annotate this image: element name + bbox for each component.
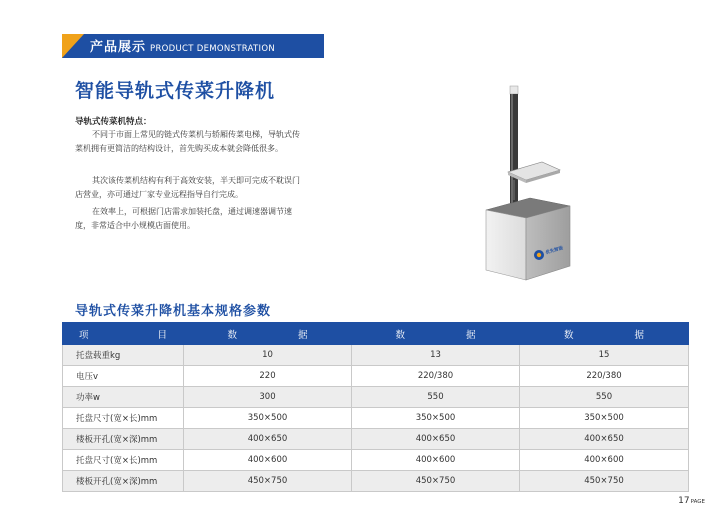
- spec-header-data-2: 数 据: [352, 323, 520, 345]
- features-paragraph-3: 在效率上，可根据门店需求加装托盘，通过调速器调节速度，非常适合中小规模店面使用。: [75, 207, 292, 230]
- spec-table: [62, 322, 689, 492]
- row-value: 450×750: [352, 471, 520, 492]
- row-value: 400×650: [184, 429, 352, 450]
- rail-dumbwaiter-illustration: [478, 84, 578, 284]
- row-value: 400×600: [520, 450, 689, 471]
- table-row: [63, 429, 689, 450]
- row-value: 13: [352, 345, 520, 366]
- spec-table-header-row: [63, 323, 689, 345]
- row-value: 350×500: [184, 408, 352, 429]
- row-value: 300: [184, 387, 352, 408]
- row-value: 220/380: [520, 366, 689, 387]
- row-label: 托盘载重kg: [63, 345, 184, 366]
- page-number-suffix: PAGE: [690, 499, 705, 505]
- row-value: 450×750: [520, 471, 689, 492]
- page-number: [678, 496, 705, 506]
- row-label: 托盘尺寸(宽×长)mm: [63, 408, 184, 429]
- table-row: [63, 366, 689, 387]
- section-header: [90, 34, 275, 58]
- features-paragraph-2: 其次该传菜机结构有利于高效安装，半天即可完成不耽误门店营业，亦可通过厂家专业远程指导自行完成。: [75, 176, 300, 199]
- row-label: 电压v: [63, 366, 184, 387]
- row-label: 楼板开孔(宽×深)mm: [63, 471, 184, 492]
- row-value: 400×650: [352, 429, 520, 450]
- table-row: [63, 450, 689, 471]
- row-value: 220: [184, 366, 352, 387]
- features-paragraph-1: 不同于市面上常见的链式传菜机与轿厢传菜电梯，导轨式传菜机拥有更简洁的结构设计，首先购买成本就会降低很多。: [75, 130, 300, 153]
- row-value: 400×650: [520, 429, 689, 450]
- table-row: [63, 387, 689, 408]
- row-label: 功率w: [63, 387, 184, 408]
- section-header-en: PRODUCT DEMONSTRATION: [150, 44, 275, 54]
- spec-header-item: 项 目: [63, 323, 184, 345]
- row-value: 220/380: [352, 366, 520, 387]
- table-row: [63, 408, 689, 429]
- row-value: 550: [520, 387, 689, 408]
- row-label: 楼板开孔(宽×深)mm: [63, 429, 184, 450]
- features-heading: 导轨式传菜机特点：: [75, 117, 152, 127]
- table-row: [63, 345, 689, 366]
- row-value: 350×500: [352, 408, 520, 429]
- row-value: 10: [184, 345, 352, 366]
- product-title: 智能导轨式传菜升降机: [75, 80, 276, 102]
- row-value: 15: [520, 345, 689, 366]
- header-accent-triangle: [62, 34, 84, 58]
- row-value: 350×500: [520, 408, 689, 429]
- table-row: [63, 471, 689, 492]
- section-header-cn: 产品展示: [90, 40, 147, 55]
- spec-header-data-1: 数 据: [184, 323, 352, 345]
- row-label: 托盘尺寸(宽×长)mm: [63, 450, 184, 471]
- row-value: 400×600: [352, 450, 520, 471]
- row-value: 550: [352, 387, 520, 408]
- row-value: 450×750: [184, 471, 352, 492]
- spec-header-data-3: 数 据: [520, 323, 689, 345]
- page-number-value: 17: [678, 496, 690, 506]
- product-logo-text: 优先智能: [545, 246, 564, 256]
- spec-title: 导轨式传菜升降机基本规格参数: [75, 304, 272, 319]
- row-value: 400×600: [184, 450, 352, 471]
